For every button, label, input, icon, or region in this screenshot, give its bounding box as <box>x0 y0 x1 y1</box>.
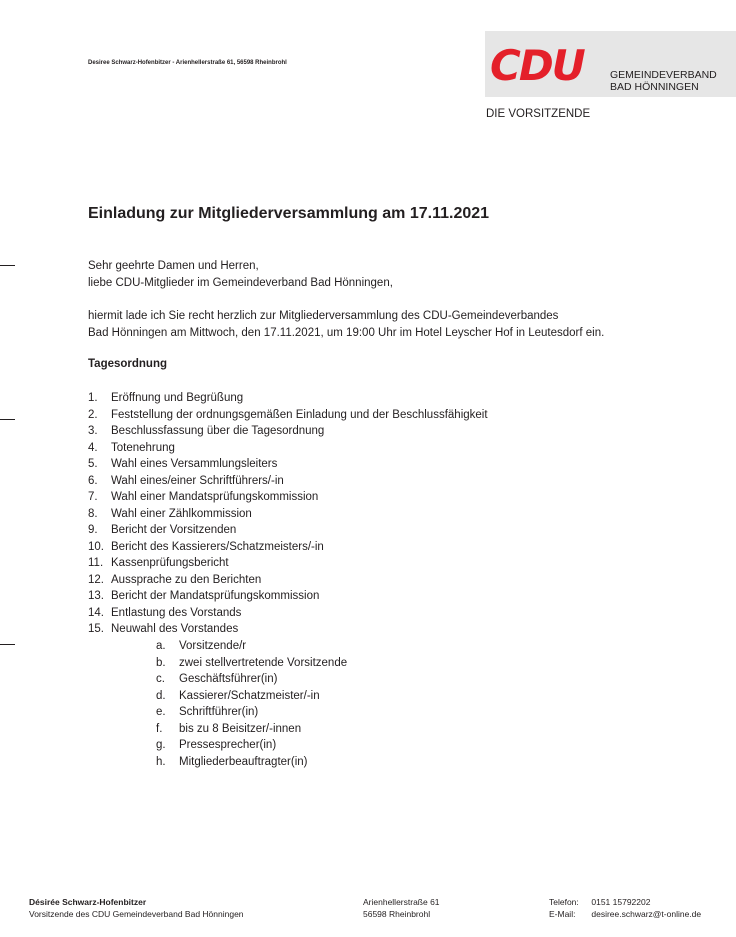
agenda-item-text: Wahl einer Mandatsprüfungskommission <box>111 491 319 503</box>
fold-mark-middle <box>0 419 15 420</box>
agenda-subitem-text: Kassierer/Schatzmeister/-in <box>179 689 320 702</box>
body-line-1: hiermit lade ich Sie recht herzlich zur Mitgliederversammlung des CDU-Gemeindeverbandes <box>88 310 559 322</box>
agenda-item-number: 5. <box>88 458 98 470</box>
agenda-item-number: 4. <box>88 441 98 454</box>
agenda-item-number: 1. <box>88 392 98 404</box>
footer-email-label: E-Mail: <box>549 909 576 919</box>
footer-email: desiree.schwarz@t-online.de <box>591 909 702 919</box>
letter-title: Einladung zur Mitgliederversammlung am 17.11.2021 <box>88 205 490 222</box>
agenda-item-number: 12. <box>88 573 104 586</box>
agenda-subitem-number: d. <box>156 689 166 702</box>
cdu-logo <box>485 31 736 97</box>
agenda-subitem-number: e. <box>156 706 166 718</box>
footer-role: Vorsitzende des CDU Gemeindeverband Bad Hönningen <box>29 909 244 919</box>
agenda-item-number: 9. <box>88 524 98 536</box>
agenda-item-number: 3. <box>88 425 98 437</box>
agenda-subitem-number: b. <box>156 656 166 669</box>
agenda-item-number: 11. <box>88 557 104 569</box>
agenda-item-text: Wahl einer Zählkommission <box>111 507 252 520</box>
agenda-item-text: Bericht der Mandatsprüfungskommission <box>111 590 320 602</box>
fold-mark-bottom <box>0 644 15 645</box>
agenda-subitem-text: zwei stellvertretende Vorsitzende <box>179 656 348 669</box>
fold-mark-top <box>0 265 15 266</box>
body-line-2: Bad Hönningen am Mittwoch, den 17.11.2021, um 19:00 Uhr im Hotel Leyscher Hof in Leutesdorf ein. <box>88 326 605 339</box>
agenda-subitem-number: h. <box>156 755 166 768</box>
agenda-item-text: Entlastung des Vorstands <box>111 606 242 619</box>
footer-street: Arienhellerstraße 61 <box>363 897 440 907</box>
footer-address <box>363 896 440 920</box>
agenda-item-text: Beschlussfassung über die Tagesordnung <box>111 425 325 437</box>
agenda-heading: Tagesordnung <box>88 358 168 370</box>
agenda-item-number: 8. <box>88 507 98 520</box>
agenda-item-text: Bericht der Vorsitzenden <box>111 524 237 536</box>
agenda-subitem-text: Geschäftsführer(in) <box>179 673 278 685</box>
footer-city: 56598 Rheinbrohl <box>363 909 431 919</box>
agenda-item-number: 7. <box>88 491 98 503</box>
agenda-item-text: Bericht des Kassierers/Schatzmeisters/-in <box>111 540 324 553</box>
agenda-item-text: Wahl eines Versammlungsleiters <box>111 458 278 470</box>
body-paragraph <box>88 308 604 341</box>
agenda-item-number: 15. <box>88 623 104 635</box>
agenda-subitem-number: g. <box>156 739 166 751</box>
agenda-subitem-number: f. <box>156 722 163 735</box>
agenda-item-number: 6. <box>88 474 98 487</box>
agenda-subitem-text: Pressesprecher(in) <box>179 739 277 751</box>
agenda-item-text: Kassenprüfungsbericht <box>111 557 229 569</box>
agenda-item-text: Aussprache zu den Berichten <box>111 573 262 586</box>
logo-sub-line-1: GEMEINDEVERBAND <box>610 69 717 81</box>
footer-email-row <box>549 908 701 920</box>
agenda-item-text: Neuwahl des Vorstandes <box>111 623 239 635</box>
logo-sub-line-2: BAD HÖNNINGEN <box>610 81 699 93</box>
agenda-subitem-text: Schriftführer(in) <box>179 706 259 718</box>
sender-line: Desiree Schwarz-Hofenbitzer - Arienhellerstraße 61, 56598 Rheinbrohl <box>88 60 287 66</box>
agenda-item-number: 2. <box>88 408 98 421</box>
greeting-line-2: liebe CDU-Mitglieder im Gemeindeverband Bad Hönningen, <box>88 276 393 289</box>
agenda-item-number: 14. <box>88 606 104 619</box>
footer-phone-label: Telefon: <box>549 897 579 907</box>
letter-subtitle: DIE VORSITZENDE <box>486 108 591 120</box>
cdu-logo-wordmark: CDU <box>490 41 584 90</box>
footer-phone: 0151 15792202 <box>591 897 651 907</box>
footer-sender <box>29 896 244 920</box>
agenda-item-number: 13. <box>88 590 104 602</box>
agenda-subitem-text: bis zu 8 Beisitzer/-innen <box>179 722 302 735</box>
greeting <box>88 258 393 291</box>
agenda-subitem-text: Vorsitzende/r <box>179 640 247 652</box>
agenda-item-text: Wahl eines/einer Schriftführers/-in <box>111 474 284 487</box>
greeting-line-1: Sehr geehrte Damen und Herren, <box>88 260 259 272</box>
agenda-subitem-number: c. <box>156 673 165 685</box>
agenda-item-text: Feststellung der ordnungsgemäßen Einladung und der Beschlussfähigkeit <box>111 408 488 421</box>
agenda-subitem-text: Mitgliederbeauftragter(in) <box>179 755 308 768</box>
footer-phone-row <box>549 896 701 908</box>
logo-subtitle <box>610 69 717 93</box>
footer-name: Désirée Schwarz-Hofenbitzer <box>29 897 147 907</box>
agenda-item-text: Eröffnung und Begrüßung <box>111 392 244 404</box>
agenda-item-number: 10. <box>88 540 104 553</box>
footer-contact <box>549 896 701 920</box>
agenda-subitem-number: a. <box>156 640 166 652</box>
agenda-item-text: Totenehrung <box>111 441 175 454</box>
